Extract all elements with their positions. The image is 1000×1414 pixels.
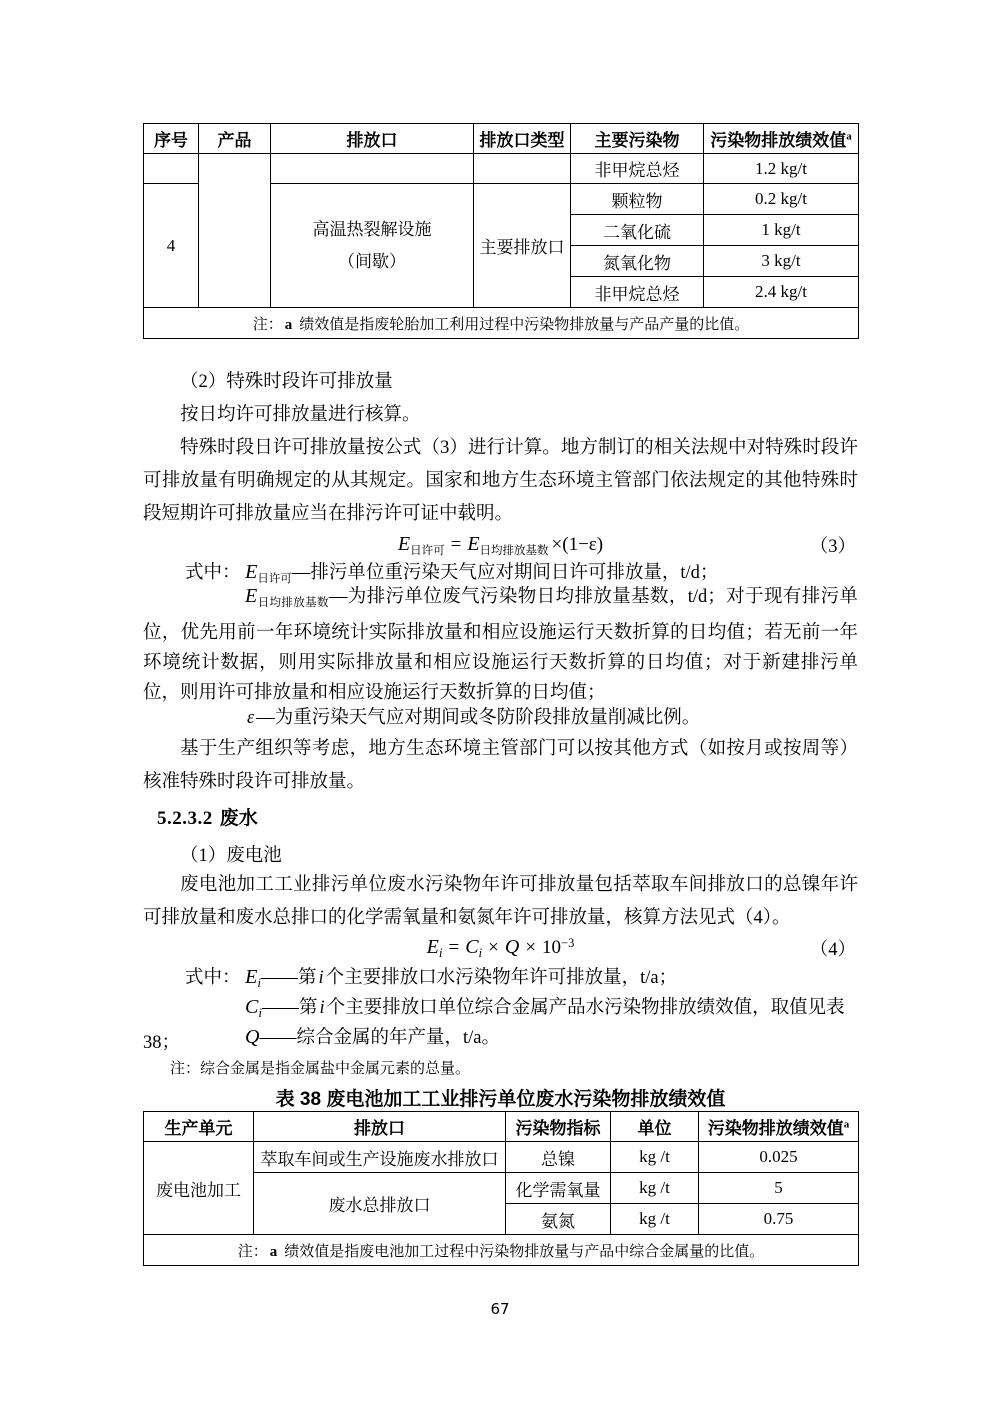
header-cell-production-unit: 生产单元 (144, 1112, 254, 1142)
equals-sign: = (448, 936, 460, 958)
note-label: 注： (237, 1243, 268, 1260)
def-text: 个主要排放口单位综合金属产品水污染物排放绩效值，取值见表 38； (143, 998, 845, 1053)
header-cell-outlet: 排放口 (254, 1112, 506, 1142)
outlet-type-cell: 主要排放口 (474, 184, 571, 308)
header-superscript: a (843, 1118, 850, 1131)
formula3-def-epsilon (143, 703, 858, 733)
table-header-row (144, 1112, 859, 1142)
pollutant-cell: 氨氮 (506, 1204, 611, 1235)
section-title: 废水 (219, 808, 258, 829)
pollutant-cell: 非甲烷总烃 (571, 154, 704, 184)
times-sign: × (488, 936, 499, 958)
def-var-i: i (318, 968, 324, 988)
def-text: —排污单位重污染天气应对期间日许可排放量，t/d； (291, 563, 719, 583)
note-marker: a (269, 1243, 278, 1260)
header-cell-outlet-type: 排放口类型 (474, 124, 571, 154)
table-note-row (144, 1235, 859, 1266)
formula4-c: C (465, 935, 479, 958)
outlet-empty-cell (271, 154, 474, 184)
formula4-q: Q (504, 935, 520, 958)
def-symbol-ei-sub: i (257, 975, 261, 990)
formula4-lhs-subscript: i (438, 944, 443, 960)
formula-3-expression (398, 533, 603, 558)
def-dash: —— (259, 1028, 297, 1048)
value-cell: 1.2 kg/t (704, 154, 859, 184)
outlet-cell: 萃取车间或生产设施废水排放口 (254, 1142, 506, 1173)
formula3-rhs-subscript: 日均排放基数 (479, 544, 549, 557)
formula4-power-base: 10 (542, 936, 562, 958)
pollutant-cell: 非甲烷总烃 (571, 277, 704, 308)
def-symbol-e-daily-sub: 日许可 (257, 573, 292, 585)
table-header-row (144, 124, 859, 154)
pollutant-cell: 二氧化硫 (571, 215, 704, 246)
header-cell-performance (704, 124, 859, 154)
seq-cell: 4 (144, 184, 199, 308)
note-marker: a (284, 316, 293, 333)
formula-4 (143, 930, 858, 966)
value-cell: 0.75 (699, 1204, 859, 1235)
paragraph-formula3-intro: 特殊时段日许可排放量按公式（3）进行计算。地方制订的相关法规中对特殊时段许可排放量有明确规定的从其规定。国家和地方生态环境主管部门依法规定的其他特殊时段短期许可排放量应当在排污许可证中载明。 (143, 438, 858, 524)
def-var-i: i (319, 998, 325, 1018)
formula-3-number: （3） (809, 537, 856, 557)
section-number: 5.2.3.2 (157, 808, 213, 829)
formula3-lhs: E (397, 532, 411, 555)
outlet-type-empty-cell (474, 154, 571, 184)
pollutant-cell: 化学需氧量 (506, 1173, 611, 1204)
value-cell: 5 (699, 1173, 859, 1204)
table-note-cell (144, 308, 859, 339)
formula3-def-line2 (143, 581, 858, 708)
metal-note: 注：综合金属是指金属盐中金属元素的总量。 (170, 1061, 471, 1077)
header-cell-seq: 序号 (144, 124, 199, 154)
value-cell: 1 kg/t (704, 215, 859, 246)
value-cell: 3 kg/t (704, 246, 859, 277)
value-cell: 2.4 kg/t (704, 277, 859, 308)
table-row (144, 1142, 859, 1173)
header-cell-pollutant-index: 污染物指标 (506, 1112, 611, 1142)
formula3-lhs-subscript: 日许可 (410, 544, 445, 557)
waste-gas-performance-table (143, 123, 859, 339)
def-symbol-epsilon: ε (247, 708, 255, 728)
def-dash: ——第 (261, 998, 318, 1018)
note-text: 绩效值是指废轮胎加工利用过程中污染物排放量与产品产量的比值。 (299, 316, 750, 333)
def-intro: 式中： (185, 968, 241, 988)
outlet-cell: 废水总排放口 (254, 1173, 506, 1235)
header-performance-label: 污染物排放绩效值 (707, 1119, 844, 1138)
paragraph-local-authority: 基于生产组织等考虑，地方生态环境主管部门可以按其他方式（如按月或按周等）核准特殊时段许可排放量。 (143, 739, 858, 792)
def-symbol-ei: E (245, 966, 258, 988)
def-dash: ——第 (260, 968, 317, 988)
pollutant-cell: 氮氧化物 (571, 246, 704, 277)
def-text: —为排污单位废气污染物日均排放量基数，t/d；对于现有排污单位，优先用前一年环境统计实际排放量和相应设施运行天数折算的日均值；若无前一年环境统计数据，则用实际排放量和相应设施运行天数折算的日均值；对于新建排污单位，则用许可排放量和相应设施运行天数折算的日均值； (143, 587, 858, 703)
outlet-name-line1: 高温热裂解设施 (312, 219, 432, 239)
unit-cell: kg /t (611, 1142, 699, 1173)
page-number: 67 (490, 1300, 510, 1318)
outlet-name-line2: （间歇） (338, 251, 406, 271)
seq-empty-cell (144, 154, 199, 184)
formula4-lhs: E (426, 935, 439, 958)
def-symbol-q: Q (245, 1026, 260, 1048)
wastewater-performance-table (143, 1111, 859, 1266)
header-cell-unit: 单位 (611, 1112, 699, 1142)
formula4-c-subscript: i (478, 944, 483, 960)
outlet-cell (271, 184, 474, 308)
header-cell-outlet: 排放口 (271, 124, 474, 154)
section-heading-wastewater (143, 803, 858, 830)
formula4-def-line3 (143, 1022, 858, 1053)
def-text: 个主要排放口水污染物年许可排放量，t/a； (325, 968, 678, 988)
paragraph-daily-average: 按日均许可排放量进行核算。 (180, 405, 421, 425)
table-row (144, 154, 859, 184)
value-cell: 0.2 kg/t (704, 184, 859, 215)
table-38-title: 表 38 废电池加工工业排污单位废水污染物排放绩效值 (275, 1089, 726, 1110)
def-symbol-ci: C (245, 996, 259, 1018)
formula3-rhs: E (467, 532, 480, 555)
formula-4-expression (427, 936, 575, 961)
header-cell-performance (699, 1112, 859, 1142)
def-symbol-e-base-sub: 日均排放基数 (257, 597, 329, 609)
def-symbol-ci-sub: i (258, 1005, 262, 1020)
pollutant-cell: 总镍 (506, 1142, 611, 1173)
table-note-row (144, 308, 859, 339)
formula-4-number: （4） (809, 940, 856, 960)
def-symbol-e-daily: E (245, 561, 258, 583)
table-note-cell (144, 1235, 859, 1266)
times-sign: × (525, 936, 537, 958)
product-empty-cell (199, 154, 271, 308)
formula4-exponent: −3 (561, 935, 575, 950)
pollutant-cell: 颗粒物 (571, 184, 704, 215)
note-text: 绩效值是指废电池加工过程中污染物排放量与产品中综合金属量的比值。 (284, 1243, 765, 1260)
header-cell-product: 产品 (199, 124, 271, 154)
unit-cell: kg /t (611, 1173, 699, 1204)
production-unit-cell: 废电池加工 (144, 1142, 254, 1235)
header-performance-label: 污染物排放绩效值 (710, 131, 847, 150)
paragraph-special-period-title: （2）特殊时段许可排放量 (180, 372, 393, 392)
header-cell-pollutant: 主要污染物 (571, 124, 704, 154)
header-superscript: a (846, 130, 852, 143)
def-intro: 式中： (185, 563, 241, 583)
note-label: 注： (252, 316, 283, 333)
paragraph-waste-battery-title: （1）废电池 (180, 846, 282, 866)
formula3-factor: ×(1−ε) (551, 533, 604, 555)
value-cell: 0.025 (699, 1142, 859, 1173)
def-text: 综合金属的年产量，t/a。 (296, 1028, 500, 1048)
def-text: —为重污染天气应对期间或冬防阶段排放量削减比例。 (256, 708, 701, 728)
equals-sign: = (450, 533, 462, 555)
paragraph-formula4-intro: 废电池加工工业排污单位废水污染物年许可排放量包括萃取车间排放口的总镍年许可排放量和废水总排口的化学需氧量和氨氮年许可排放量，核算方法见式（4）。 (143, 875, 858, 928)
unit-cell: kg /t (611, 1204, 699, 1235)
def-symbol-e-base: E (245, 585, 258, 607)
